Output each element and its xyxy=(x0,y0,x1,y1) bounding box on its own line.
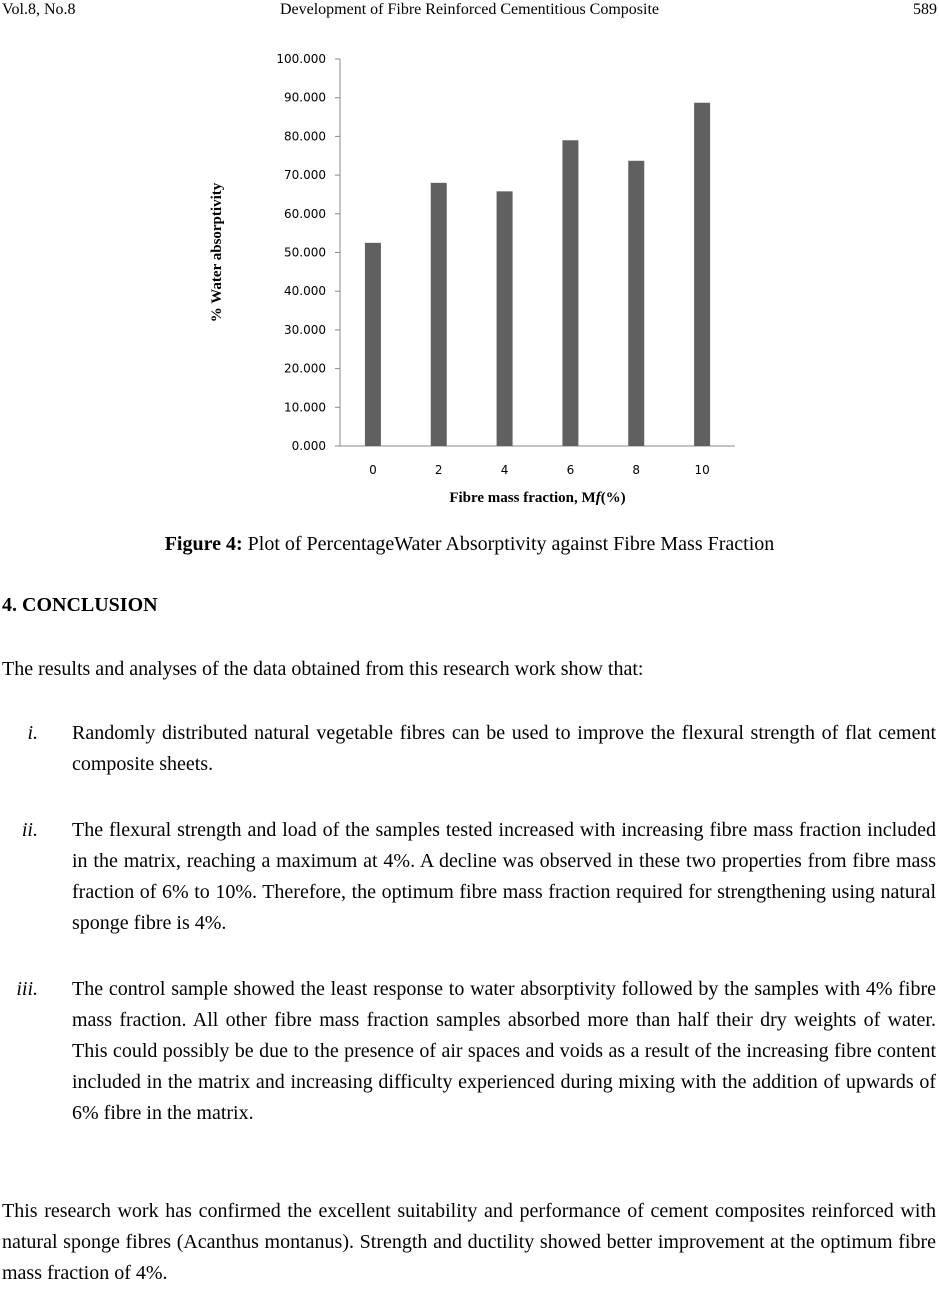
y-tick-label: 70.000 xyxy=(284,168,326,183)
y-tick-label: 50.000 xyxy=(284,245,326,260)
bar xyxy=(628,161,644,446)
y-tick-label: 60.000 xyxy=(284,206,326,221)
bar xyxy=(562,140,578,446)
running-title: Development of Fibre Reinforced Cementitious Composite xyxy=(279,1,660,18)
figure-label: Figure 4: xyxy=(164,533,243,555)
water-absorptivity-chart xyxy=(0,40,939,520)
list-text: The flexural strength and load of the samples tested increased with increasing fibre mass fraction included in the matrix, reaching a maximum at 4%. A decline was observed in these two properties from fibre mass fraction of 6% to 10%. Therefore, the optimum fibre mass fraction required for strengthening using natural sponge fibre is 4%. xyxy=(72,819,936,934)
running-header xyxy=(0,0,939,22)
y-tick-label: 90.000 xyxy=(284,90,326,105)
y-axis-title: % Water absorptivity xyxy=(209,182,225,323)
list-item xyxy=(0,718,939,780)
y-tick-label: 20.000 xyxy=(284,361,326,376)
x-tick-label: 2 xyxy=(434,463,443,477)
bar xyxy=(365,243,381,446)
x-tick-label: 0 xyxy=(369,463,377,477)
list-text: The control sample showed the least response to water absorptivity followed by the samples with 4% fibre mass fraction. All other fibre mass fraction samples absorbed more than half their dry weights of water. This could possibly be due to the presence of air spaces and voids as a result of the increasing fibre content included in the matrix and increasing difficulty experienced during mixing with the addition of upwards of 6% fibre in the matrix. xyxy=(72,978,936,1124)
list-number: i. xyxy=(27,722,38,744)
y-tick-label: 10.000 xyxy=(284,400,326,415)
y-tick-label: 80.000 xyxy=(284,129,326,144)
list-item xyxy=(0,974,939,1164)
bar xyxy=(497,191,513,446)
bar xyxy=(431,183,447,446)
figure-caption-text: Plot of PercentageWater Absorptivity against Fibre Mass Fraction xyxy=(242,533,775,555)
x-tick-label: 4 xyxy=(500,463,509,477)
x-axis-title: Fibre mass fraction, Mf(%) xyxy=(449,490,626,506)
list-number: ii. xyxy=(21,819,38,841)
y-tick-label: 40.000 xyxy=(284,284,326,299)
page-number: 589 xyxy=(913,1,937,18)
list-number: iii. xyxy=(16,978,38,1000)
x-tick-label: 6 xyxy=(566,463,575,477)
chart-svg xyxy=(0,40,939,520)
y-tick-label: 100.000 xyxy=(276,52,326,66)
list-item xyxy=(0,815,939,939)
bar xyxy=(694,103,710,446)
y-tick-label: 30.000 xyxy=(284,322,326,337)
closing-paragraph: This research work has confirmed the excellent suitability and performance of cement composites reinforced with natural sponge fibres (Acanthus montanus). Strength and ductility showed better improvement at the optimum fibre mass fraction of 4%. xyxy=(2,1200,936,1284)
journal-volume: Vol.8, No.8 xyxy=(2,1,76,18)
x-tick-label: 10 xyxy=(694,463,710,477)
section-heading: 4. CONCLUSION xyxy=(2,594,158,616)
y-tick-label: 0.000 xyxy=(291,439,326,453)
x-tick-label: 8 xyxy=(632,463,641,477)
figure-caption xyxy=(0,531,939,557)
list-text: Randomly distributed natural vegetable fibres can be used to improve the flexural strength of flat cement composite sheets. xyxy=(72,722,936,775)
section-intro: The results and analyses of the data obtained from this research work show that: xyxy=(2,658,644,680)
